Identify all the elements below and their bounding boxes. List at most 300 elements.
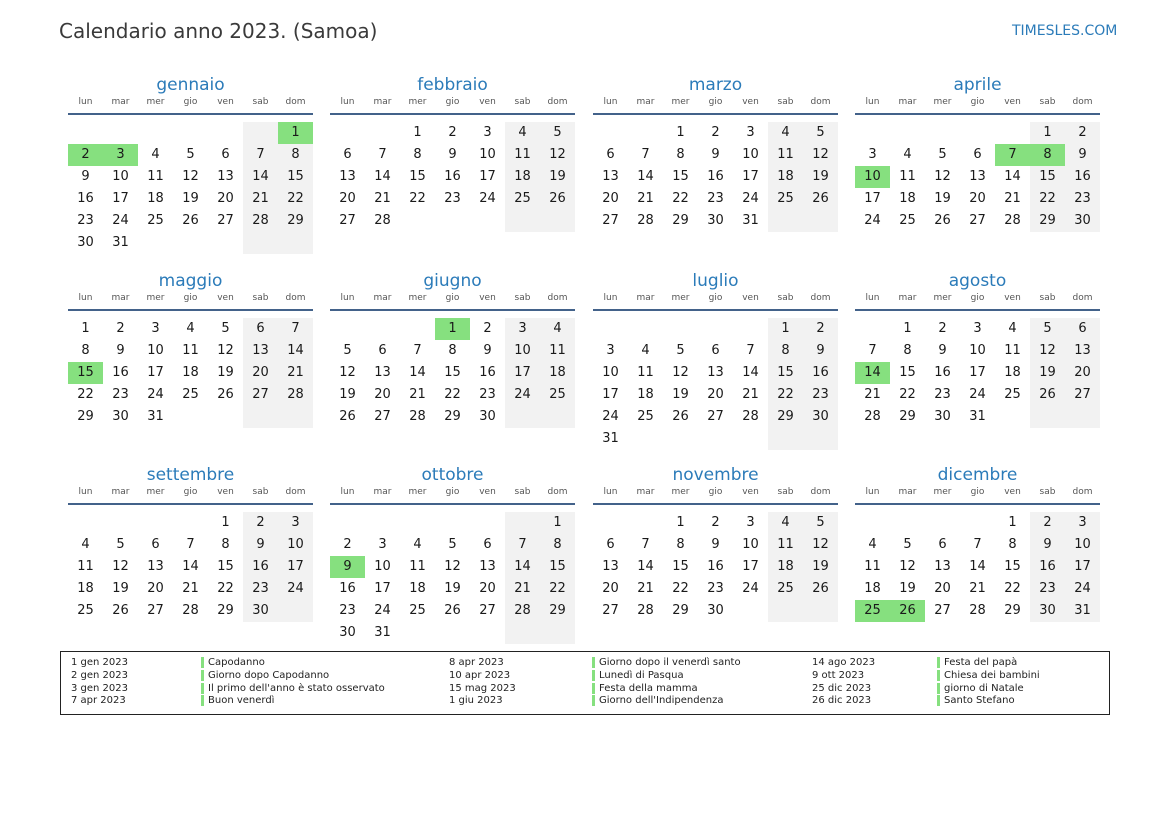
weekday-label: dom (1072, 487, 1093, 497)
day-cell: 29 (672, 603, 689, 618)
day-cell: 21 (505, 578, 540, 600)
day-cell: 17 (374, 581, 391, 596)
day-cell: 19 (339, 387, 356, 402)
day-cell: 19 (444, 581, 461, 596)
day-cell: 27 (374, 409, 391, 424)
day-cell: 4 (903, 147, 912, 162)
day-cell: 29 (217, 603, 234, 618)
day-cell: 28 (1004, 213, 1021, 228)
day-cell: 28 (969, 603, 986, 618)
legend-date: 15 mag 2023 (449, 682, 516, 694)
day-cell: 24 (112, 213, 129, 228)
day-cell: 30 (243, 600, 278, 622)
weekday-label: sab (1039, 293, 1056, 303)
weekday-label: ven (742, 487, 759, 497)
weekday-label: ven (1004, 293, 1021, 303)
day-cell: 10 (147, 343, 164, 358)
day-cell: 29 (672, 213, 689, 228)
day-cell: 4 (186, 321, 195, 336)
day-cell: 11 (768, 534, 803, 556)
day-cell: 21 (969, 581, 986, 596)
day-cell: 19 (803, 556, 838, 578)
day-cell: 20 (243, 362, 278, 384)
day-cell: 27 (969, 213, 986, 228)
legend-date: 7 apr 2023 (71, 695, 126, 707)
day-cell: 23 (707, 581, 724, 596)
weekday-label: mer (671, 97, 690, 107)
weekday-label: sab (1039, 487, 1056, 497)
month-divider (330, 309, 575, 311)
weekday-label: mer (408, 97, 427, 107)
weekend-blank-cell (803, 600, 838, 622)
month-divider (855, 309, 1100, 311)
day-cell: 30 (707, 603, 724, 618)
legend-holiday-name: Festa del papà (937, 657, 1017, 668)
day-cell: 10 (602, 365, 619, 380)
day-cell: 28 (505, 600, 540, 622)
day-cell: 11 (77, 559, 94, 574)
day-cell: 5 (903, 537, 912, 552)
day-cell: 19 (217, 365, 234, 380)
day-cell: 15 (899, 365, 916, 380)
day-cell: 17 (505, 362, 540, 384)
month-divider (593, 113, 838, 115)
day-cell: 24 (602, 409, 619, 424)
day-cell: 23 (934, 387, 951, 402)
month-divider (855, 113, 1100, 115)
weekday-label: mer (671, 487, 690, 497)
page-title: Calendario anno 2023. (Samoa) (59, 19, 378, 43)
day-cell: 13 (602, 559, 619, 574)
day-cell: 28 (374, 213, 391, 228)
day-cell: 21 (182, 581, 199, 596)
day-cell: 12 (803, 534, 838, 556)
day-cell: 26 (803, 188, 838, 210)
day-cell: 18 (899, 191, 916, 206)
day-cell: 11 (864, 559, 881, 574)
weekday-label: gio (970, 97, 985, 107)
weekday-label: sab (1039, 97, 1056, 107)
day-cell: 3 (746, 125, 755, 140)
weekday-label: dom (285, 97, 306, 107)
weekday-label: gio (708, 97, 723, 107)
day-cell: 3 (278, 512, 313, 534)
site-link[interactable]: TIMESLES.COM (1012, 23, 1118, 39)
day-cell: 31 (147, 409, 164, 424)
day-cell: 28 (637, 603, 654, 618)
month-name: dicembre (937, 465, 1018, 485)
weekday-label: lun (865, 293, 880, 303)
month-name: luglio (692, 271, 739, 291)
day-cell: 16 (77, 191, 94, 206)
day-cell: 2 (243, 512, 278, 534)
weekday-label: lun (603, 293, 618, 303)
day-cell: 2 (483, 321, 492, 336)
day-cell: 10 (1065, 534, 1100, 556)
weekday-label: mar (373, 293, 392, 303)
weekday-label: mer (408, 487, 427, 497)
weekday-label: ven (742, 293, 759, 303)
day-cell: 9 (803, 340, 838, 362)
weekend-blank-cell (505, 512, 540, 534)
day-cell: 4 (151, 147, 160, 162)
day-cell: 13 (374, 365, 391, 380)
holiday-day-cell: 8 (1030, 144, 1065, 166)
weekday-label: gio (708, 293, 723, 303)
weekday-label: mar (898, 293, 917, 303)
day-cell: 19 (899, 581, 916, 596)
day-cell: 21 (409, 387, 426, 402)
day-cell: 13 (602, 169, 619, 184)
day-cell: 9 (483, 343, 492, 358)
day-cell: 22 (672, 191, 689, 206)
day-cell: 23 (444, 191, 461, 206)
day-cell: 16 (707, 169, 724, 184)
day-cell: 19 (112, 581, 129, 596)
day-cell: 8 (278, 144, 313, 166)
day-cell: 30 (1030, 600, 1065, 622)
day-cell: 6 (378, 343, 387, 358)
weekday-label: dom (810, 487, 831, 497)
day-cell: 22 (672, 581, 689, 596)
day-cell: 28 (742, 409, 759, 424)
day-cell: 9 (448, 147, 457, 162)
day-cell: 12 (339, 365, 356, 380)
legend-holiday-name: Il primo dell'anno è stato osservato (201, 683, 385, 694)
day-cell: 14 (243, 166, 278, 188)
weekday-label: ven (217, 293, 234, 303)
day-cell: 6 (711, 343, 720, 358)
month-name: gennaio (156, 75, 225, 95)
day-cell: 8 (81, 343, 90, 358)
day-cell: 4 (505, 122, 540, 144)
day-cell: 8 (676, 537, 685, 552)
day-cell: 10 (374, 559, 391, 574)
weekend-blank-cell (1030, 406, 1065, 428)
weekend-blank-cell (803, 428, 838, 450)
day-cell: 12 (217, 343, 234, 358)
holiday-day-cell: 1 (435, 318, 470, 340)
day-cell: 7 (413, 343, 422, 358)
day-cell: 27 (479, 603, 496, 618)
day-cell: 27 (602, 213, 619, 228)
day-cell: 1 (1008, 515, 1017, 530)
legend-holiday-name: Giorno dopo il venerdì santo (592, 657, 741, 668)
day-cell: 15 (768, 362, 803, 384)
day-cell: 26 (1030, 384, 1065, 406)
weekday-label: mar (373, 97, 392, 107)
day-cell: 25 (637, 409, 654, 424)
weekend-blank-cell (505, 210, 540, 232)
day-cell: 23 (339, 603, 356, 618)
weekday-label: gio (970, 293, 985, 303)
month-divider (330, 113, 575, 115)
month-divider (68, 113, 313, 115)
day-cell: 20 (602, 191, 619, 206)
day-cell: 3 (483, 125, 492, 140)
day-cell: 14 (374, 169, 391, 184)
weekday-label: gio (970, 487, 985, 497)
day-cell: 14 (505, 556, 540, 578)
day-cell: 31 (112, 235, 129, 250)
day-cell: 13 (1065, 340, 1100, 362)
day-cell: 6 (973, 147, 982, 162)
day-cell: 3 (746, 515, 755, 530)
day-cell: 2 (803, 318, 838, 340)
day-cell: 10 (505, 340, 540, 362)
day-cell: 16 (444, 169, 461, 184)
day-cell: 19 (540, 166, 575, 188)
day-cell: 3 (606, 343, 615, 358)
day-cell: 22 (77, 387, 94, 402)
day-cell: 14 (637, 559, 654, 574)
day-cell: 26 (217, 387, 234, 402)
day-cell: 5 (938, 147, 947, 162)
day-cell: 26 (934, 213, 951, 228)
month-divider (68, 309, 313, 311)
day-cell: 1 (768, 318, 803, 340)
day-cell: 11 (1004, 343, 1021, 358)
day-cell: 17 (147, 365, 164, 380)
day-cell: 31 (1065, 600, 1100, 622)
day-cell: 12 (112, 559, 129, 574)
weekend-blank-cell (505, 622, 540, 644)
day-cell: 27 (339, 213, 356, 228)
weekday-label: mar (111, 293, 130, 303)
holiday-day-cell: 7 (995, 144, 1030, 166)
day-cell: 7 (641, 537, 650, 552)
day-cell: 18 (768, 166, 803, 188)
day-cell: 16 (803, 362, 838, 384)
day-cell: 2 (448, 125, 457, 140)
weekday-label: ven (217, 487, 234, 497)
day-cell: 7 (243, 144, 278, 166)
day-cell: 2 (343, 537, 352, 552)
day-cell: 6 (483, 537, 492, 552)
weekday-label: lun (340, 293, 355, 303)
day-cell: 18 (637, 387, 654, 402)
day-cell: 20 (374, 387, 391, 402)
weekend-blank-cell (243, 122, 278, 144)
weekday-label: dom (810, 293, 831, 303)
weekday-label: gio (445, 97, 460, 107)
day-cell: 25 (409, 603, 426, 618)
day-cell: 23 (77, 213, 94, 228)
day-cell: 15 (409, 169, 426, 184)
day-cell: 6 (151, 537, 160, 552)
day-cell: 4 (1008, 321, 1017, 336)
day-cell: 13 (707, 365, 724, 380)
day-cell: 20 (217, 191, 234, 206)
weekend-blank-cell (803, 210, 838, 232)
day-cell: 21 (243, 188, 278, 210)
day-cell: 20 (934, 581, 951, 596)
day-cell: 19 (1030, 362, 1065, 384)
legend-date: 10 apr 2023 (449, 669, 511, 681)
day-cell: 7 (505, 534, 540, 556)
day-cell: 25 (147, 213, 164, 228)
day-cell: 4 (540, 318, 575, 340)
month-name: ottobre (421, 465, 484, 485)
day-cell: 21 (637, 581, 654, 596)
day-cell: 15 (444, 365, 461, 380)
weekend-blank-cell (540, 210, 575, 232)
weekend-blank-cell (278, 600, 313, 622)
day-cell: 15 (278, 166, 313, 188)
weekend-blank-cell (768, 600, 803, 622)
day-cell: 17 (1065, 556, 1100, 578)
month-name: febbraio (417, 75, 488, 95)
month-divider (593, 309, 838, 311)
weekday-label: lun (865, 97, 880, 107)
day-cell: 24 (147, 387, 164, 402)
weekday-label: gio (183, 487, 198, 497)
day-cell: 10 (742, 537, 759, 552)
day-cell: 6 (606, 537, 615, 552)
day-cell: 31 (742, 213, 759, 228)
day-cell: 3 (1065, 512, 1100, 534)
day-cell: 11 (637, 365, 654, 380)
day-cell: 9 (81, 169, 90, 184)
weekday-label: ven (742, 97, 759, 107)
day-cell: 9 (938, 343, 947, 358)
day-cell: 26 (803, 578, 838, 600)
day-cell: 22 (217, 581, 234, 596)
day-cell: 20 (602, 581, 619, 596)
day-cell: 1 (1030, 122, 1065, 144)
day-cell: 26 (339, 409, 356, 424)
day-cell: 30 (77, 235, 94, 250)
day-cell: 28 (243, 210, 278, 232)
day-cell: 20 (339, 191, 356, 206)
weekday-label: mar (898, 487, 917, 497)
weekday-label: lun (865, 487, 880, 497)
day-cell: 11 (182, 343, 199, 358)
day-cell: 5 (676, 343, 685, 358)
day-cell: 22 (768, 384, 803, 406)
legend-date: 25 dic 2023 (812, 682, 872, 694)
day-cell: 8 (413, 147, 422, 162)
day-cell: 14 (637, 169, 654, 184)
day-cell: 14 (1004, 169, 1021, 184)
day-cell: 13 (969, 169, 986, 184)
day-cell: 4 (641, 343, 650, 358)
day-cell: 12 (672, 365, 689, 380)
weekday-label: lun (340, 487, 355, 497)
day-cell: 24 (864, 213, 881, 228)
day-cell: 14 (969, 559, 986, 574)
day-cell: 26 (540, 188, 575, 210)
day-cell: 7 (868, 343, 877, 358)
weekday-label: ven (1004, 487, 1021, 497)
weekday-label: sab (514, 293, 531, 303)
day-cell: 15 (540, 556, 575, 578)
weekend-blank-cell (540, 406, 575, 428)
weekday-label: gio (445, 487, 460, 497)
day-cell: 10 (969, 343, 986, 358)
day-cell: 9 (243, 534, 278, 556)
day-cell: 5 (343, 343, 352, 358)
day-cell: 30 (339, 625, 356, 640)
day-cell: 7 (278, 318, 313, 340)
day-cell: 20 (707, 387, 724, 402)
day-cell: 20 (1065, 362, 1100, 384)
day-cell: 14 (182, 559, 199, 574)
day-cell: 9 (1065, 144, 1100, 166)
day-cell: 8 (221, 537, 230, 552)
day-cell: 25 (899, 213, 916, 228)
day-cell: 24 (1065, 578, 1100, 600)
day-cell: 28 (864, 409, 881, 424)
day-cell: 27 (602, 603, 619, 618)
day-cell: 11 (899, 169, 916, 184)
weekday-label: mar (111, 487, 130, 497)
day-cell: 9 (711, 147, 720, 162)
weekday-label: lun (603, 97, 618, 107)
legend-date: 1 gen 2023 (71, 657, 129, 668)
day-cell: 22 (1004, 581, 1021, 596)
day-cell: 24 (742, 581, 759, 596)
day-cell: 5 (221, 321, 230, 336)
day-cell: 18 (182, 365, 199, 380)
day-cell: 31 (602, 431, 619, 446)
day-cell: 13 (479, 559, 496, 574)
month-name: settembre (146, 465, 235, 485)
day-cell: 15 (217, 559, 234, 574)
day-cell: 24 (742, 191, 759, 206)
day-cell: 2 (116, 321, 125, 336)
day-cell: 2 (1065, 122, 1100, 144)
day-cell: 16 (934, 365, 951, 380)
weekday-label: ven (479, 487, 496, 497)
weekend-blank-cell (540, 622, 575, 644)
day-cell: 17 (278, 556, 313, 578)
day-cell: 11 (147, 169, 164, 184)
weekday-label: dom (1072, 293, 1093, 303)
day-cell: 29 (77, 409, 94, 424)
holiday-day-cell: 2 (68, 144, 103, 166)
day-cell: 7 (186, 537, 195, 552)
legend-holiday-name: Giorno dell'Indipendenza (592, 695, 724, 706)
day-cell: 5 (803, 512, 838, 534)
day-cell: 27 (1065, 384, 1100, 406)
day-cell: 13 (934, 559, 951, 574)
day-cell: 24 (479, 191, 496, 206)
day-cell: 26 (182, 213, 199, 228)
day-cell: 25 (1004, 387, 1021, 402)
day-cell: 12 (934, 169, 951, 184)
day-cell: 27 (243, 384, 278, 406)
day-cell: 5 (116, 537, 125, 552)
legend-holiday-name: Santo Stefano (937, 695, 1015, 706)
day-cell: 8 (768, 340, 803, 362)
holiday-day-cell: 10 (855, 166, 890, 188)
day-cell: 2 (938, 321, 947, 336)
day-cell: 29 (899, 409, 916, 424)
weekday-label: lun (78, 487, 93, 497)
day-cell: 13 (147, 559, 164, 574)
day-cell: 17 (969, 365, 986, 380)
day-cell: 2 (711, 125, 720, 140)
month-divider (855, 503, 1100, 505)
day-cell: 16 (479, 365, 496, 380)
month-divider (593, 503, 838, 505)
day-cell: 8 (676, 147, 685, 162)
weekday-label: mar (636, 293, 655, 303)
day-cell: 6 (606, 147, 615, 162)
weekday-label: dom (285, 293, 306, 303)
legend-date: 14 ago 2023 (812, 657, 876, 668)
